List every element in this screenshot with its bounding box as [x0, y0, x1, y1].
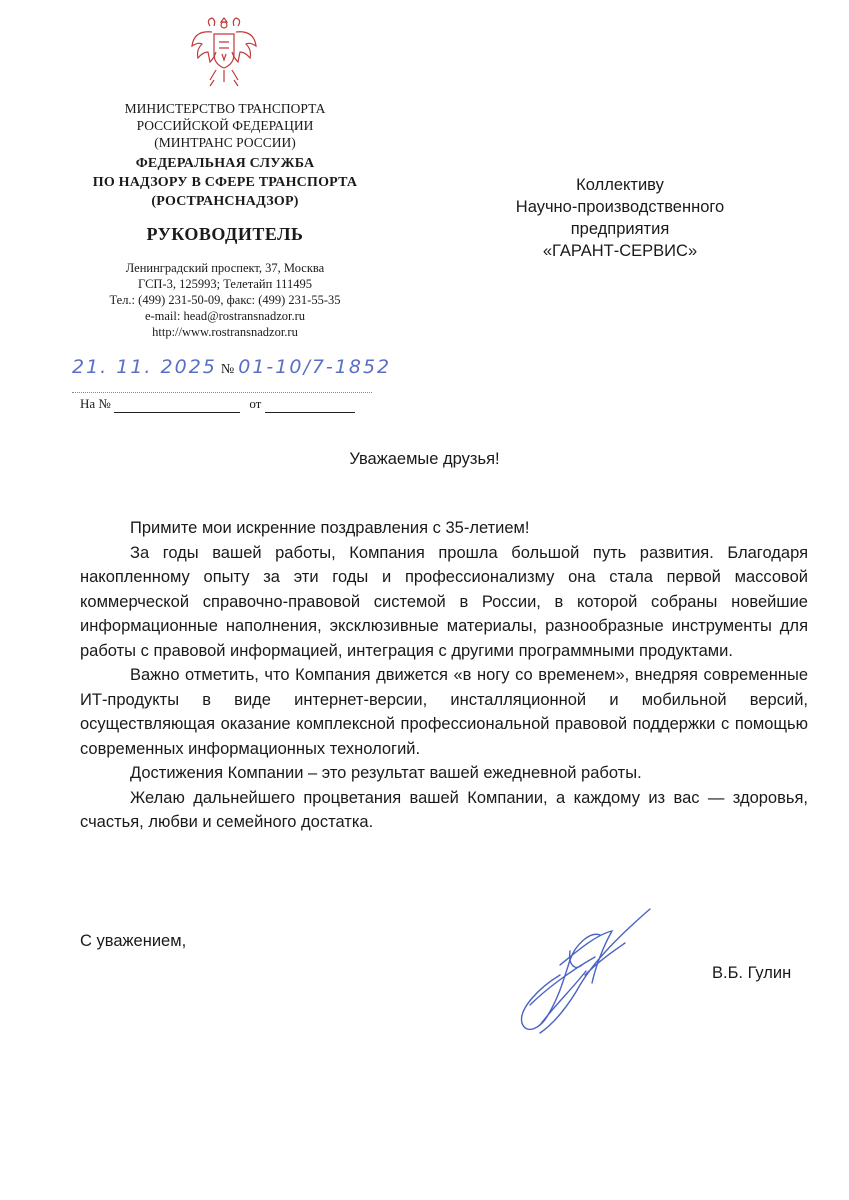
contact-postal: ГСП-3, 125993; Телетайп 111495	[138, 277, 312, 291]
service-block	[60, 154, 390, 211]
ref-number-blank	[114, 396, 240, 413]
contact-website: http://www.rostransnadzor.ru	[152, 325, 298, 339]
paragraph: Важно отметить, что Компания движется «в ногу со временем», внедряя современные ИТ-продукты в виде интернет-версии, инсталляционной и мобильной версий, осуществляющая оказание комплексной профессиональной правовой поддержки с помощью современных информационных технологий.	[80, 666, 808, 758]
paragraph: Достижения Компании – это результат вашей ежедневной работы.	[130, 764, 642, 782]
ministry-block	[60, 100, 390, 151]
closing: С уважением,	[80, 932, 187, 950]
recipient-line: Научно-производственного	[515, 198, 725, 216]
paragraph: За годы вашей работы, Компания прошла большой путь развития. Благодаря накопленному опыту за эти годы и профессионализму она стала первой массовой коммерческой справочно-правовой системой в России, в которой собраны новейшие информационные наполнения, эксклюзивные материалы, разнообразные инструменты для работы с правовой информацией, интеграция с другими программными продуктами.	[80, 543, 808, 660]
handwritten-signature-icon	[500, 905, 670, 1040]
number-label: №	[220, 362, 235, 377]
coat-of-arms-icon	[188, 12, 260, 90]
registration-line	[72, 356, 392, 378]
registration-number: 01-10/7-1852	[238, 356, 392, 378]
paragraph: Желаю дальнейшего процветания вашей Компании, а каждому из вас — здоровья, счастья, любви и семейного достатка.	[80, 788, 808, 831]
from-label: от	[249, 396, 262, 411]
paragraph: Примите мои искренние поздравления с 35-летием!	[130, 519, 530, 537]
letter-body	[80, 516, 808, 835]
registration-date: 21. 11. 2025	[72, 356, 217, 378]
ministry-line: РОССИЙСКОЙ ФЕДЕРАЦИИ	[136, 118, 314, 133]
contact-address: Ленинградский проспект, 37, Москва	[125, 261, 325, 275]
position-title: РУКОВОДИТЕЛЬ	[146, 224, 304, 244]
recipient-line: «ГАРАНТ-СЕРВИС»	[542, 242, 698, 260]
ministry-line: МИНИСТЕРСТВО ТРАНСПОРТА	[124, 101, 326, 116]
contacts-block	[60, 260, 390, 340]
contact-email: e-mail: head@rostransnadzor.ru	[144, 309, 306, 323]
greeting: Уважаемые друзья!	[349, 450, 500, 468]
registration-divider	[72, 392, 372, 394]
ref-date-blank	[265, 396, 355, 413]
recipient-line: Коллективу	[576, 176, 664, 194]
service-line: (РОСТРАНСНАДЗОР)	[151, 194, 299, 209]
recipient-block	[470, 174, 770, 262]
recipient-line: предприятия	[570, 220, 670, 238]
ref-label: На №	[80, 396, 111, 411]
signer-name: В.Б. Гулин	[712, 964, 792, 982]
ministry-line: (МИНТРАНС РОССИИ)	[154, 135, 296, 150]
service-line: ПО НАДЗОРУ В СФЕРЕ ТРАНСПОРТА	[92, 175, 358, 190]
reference-line	[80, 396, 355, 413]
service-line: ФЕДЕРАЛЬНАЯ СЛУЖБА	[135, 156, 315, 171]
contact-phone: Тел.: (499) 231-50-09, факс: (499) 231-55-35	[109, 293, 341, 307]
